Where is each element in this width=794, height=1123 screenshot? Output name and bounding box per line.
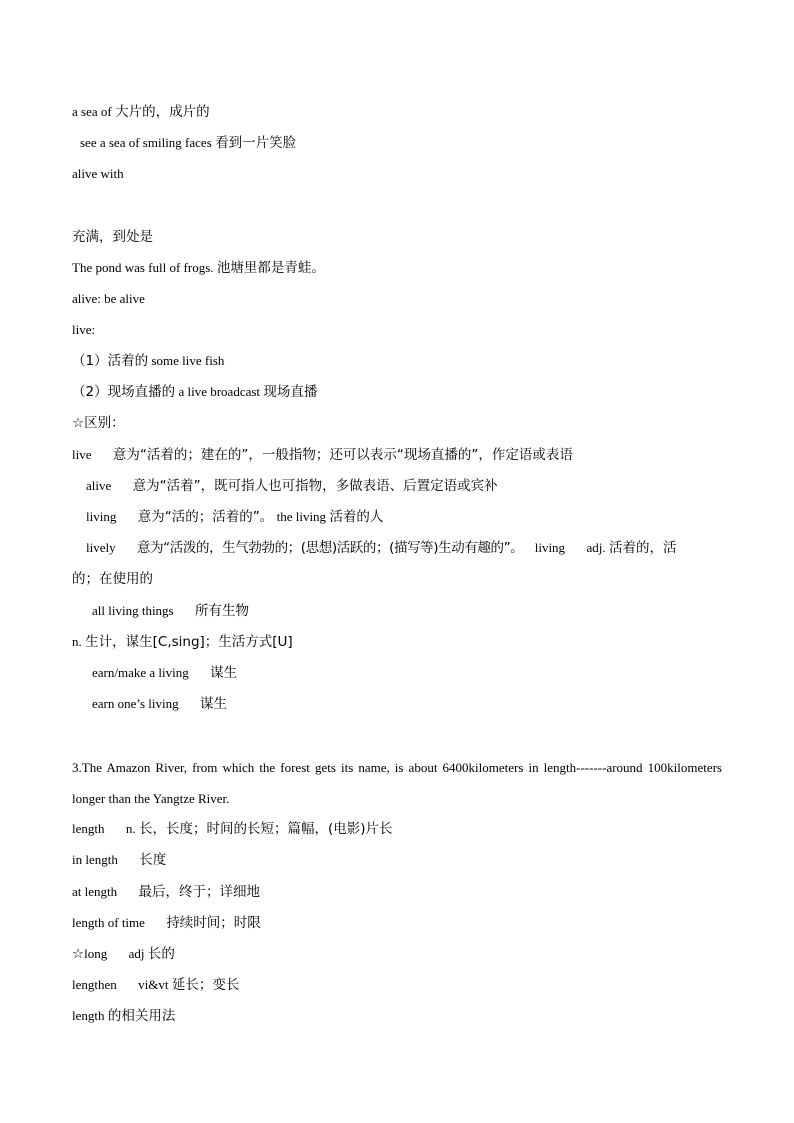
line-live-meaning-2 <box>72 383 317 401</box>
translation: 大片的，成片的 <box>115 104 210 120</box>
translation: 谋生 <box>210 665 238 681</box>
term: alive: be alive <box>72 291 145 306</box>
section-heading: ☆区别： <box>72 415 125 431</box>
line-earn-ones-living <box>92 695 227 713</box>
line-example-smiling-faces <box>80 134 296 152</box>
translation: 持续时间；时限 <box>166 915 261 931</box>
line-length-of-time <box>72 914 261 932</box>
definition: 长的 <box>147 946 175 962</box>
definition: 意为“活泼的，生气勃勃的；(思想)活跃的；(描写等)生动有趣的”。 <box>136 540 524 556</box>
part-of-speech: n. <box>72 634 82 649</box>
translation: 长度 <box>139 852 167 868</box>
line-live-meaning-1 <box>72 352 224 370</box>
phrase: earn/make a living <box>92 665 189 680</box>
line-in-length <box>72 851 166 869</box>
example: some live fish <box>151 353 225 368</box>
translation: 谋生 <box>200 696 228 712</box>
line-a-sea-of <box>72 103 210 121</box>
definition: 意为“活着”，既可指人也可指物，多做表语、后置定语或宾补 <box>132 478 498 494</box>
section-heading: 的相关用法 <box>107 1008 176 1024</box>
term: live: <box>72 322 96 337</box>
star-icon: ☆ <box>72 946 85 962</box>
meaning: （1）活着的 <box>72 353 149 369</box>
definition: 生计，谋生[C,sing]；生活方式[U] <box>85 634 293 650</box>
example: a live broadcast <box>178 384 261 399</box>
example: The pond was full of frogs. <box>72 260 214 275</box>
translation: 看到一片笑脸 <box>215 135 297 151</box>
part-of-speech: n. <box>125 821 136 836</box>
phrase: earn one’s living <box>92 696 179 711</box>
translation: 充满，到处是 <box>72 229 153 245</box>
translation: 池塘里都是青蛙。 <box>216 260 325 276</box>
line-lengthen <box>72 976 239 994</box>
term: live <box>72 447 92 462</box>
term: lively <box>86 540 116 555</box>
term: alive with <box>72 166 124 181</box>
line-full-of <box>72 228 153 246</box>
line-all-living-things <box>92 602 249 620</box>
line-live-heading <box>72 321 95 339</box>
term: length <box>72 821 105 836</box>
example: the living <box>276 509 327 524</box>
definition: 的；在使用的 <box>72 571 153 587</box>
example: see a sea of smiling faces <box>80 135 212 150</box>
line-length-usage <box>72 1007 175 1025</box>
part-of-speech: vi&vt <box>138 977 169 992</box>
term: living <box>534 540 566 555</box>
line-at-length <box>72 883 260 901</box>
term: length <box>72 1008 105 1023</box>
translation: 活着的人 <box>329 509 384 525</box>
definition: 意为“活着的；建在的”，一般指物；还可以表示“现场直播的”，作定语或表语 <box>112 447 573 463</box>
line-earn-make-a-living <box>92 664 237 682</box>
definition: 延长；变长 <box>171 977 240 993</box>
example: all living things <box>92 603 174 618</box>
term: a sea of <box>72 104 112 119</box>
line-living-noun <box>72 633 293 651</box>
definition: 意为“活的；活着的”。 <box>137 509 274 525</box>
definition: 长，长度；时间的长短；篇幅，(电影)片长 <box>139 821 393 837</box>
definition: 活着的，活 <box>608 540 677 556</box>
line-live-def <box>72 446 573 464</box>
line-length-def <box>72 820 393 838</box>
translation: 所有生物 <box>195 603 249 619</box>
paragraph-amazon-sentence <box>72 752 722 814</box>
line-alive-with <box>72 165 124 183</box>
term: long <box>84 946 108 961</box>
line-alive-def <box>86 477 498 495</box>
sentence: 3.The Amazon River, from which the forest gets its name, is about 6400kilometers in length-------around 100kilometers longer than the Yangtze River. <box>72 760 722 806</box>
line-lively-def-cont <box>72 570 153 588</box>
line-be-alive <box>72 290 145 308</box>
phrase: length of time <box>72 915 145 930</box>
line-lively-def <box>86 539 676 557</box>
term: lengthen <box>72 977 117 992</box>
term: alive <box>86 478 112 493</box>
translation: 现场直播 <box>263 384 318 400</box>
phrase: in length <box>72 852 118 867</box>
phrase: at length <box>72 884 118 899</box>
line-distinction-heading <box>72 414 125 432</box>
meaning: （2）现场直播的 <box>72 384 176 400</box>
part-of-speech: adj. <box>586 540 606 555</box>
part-of-speech: adj <box>128 946 145 961</box>
line-example-pond <box>72 259 325 277</box>
line-long-adj <box>72 945 175 963</box>
translation: 最后，终于；详细地 <box>138 884 261 900</box>
line-living-def <box>86 508 383 526</box>
term: living <box>86 509 117 524</box>
